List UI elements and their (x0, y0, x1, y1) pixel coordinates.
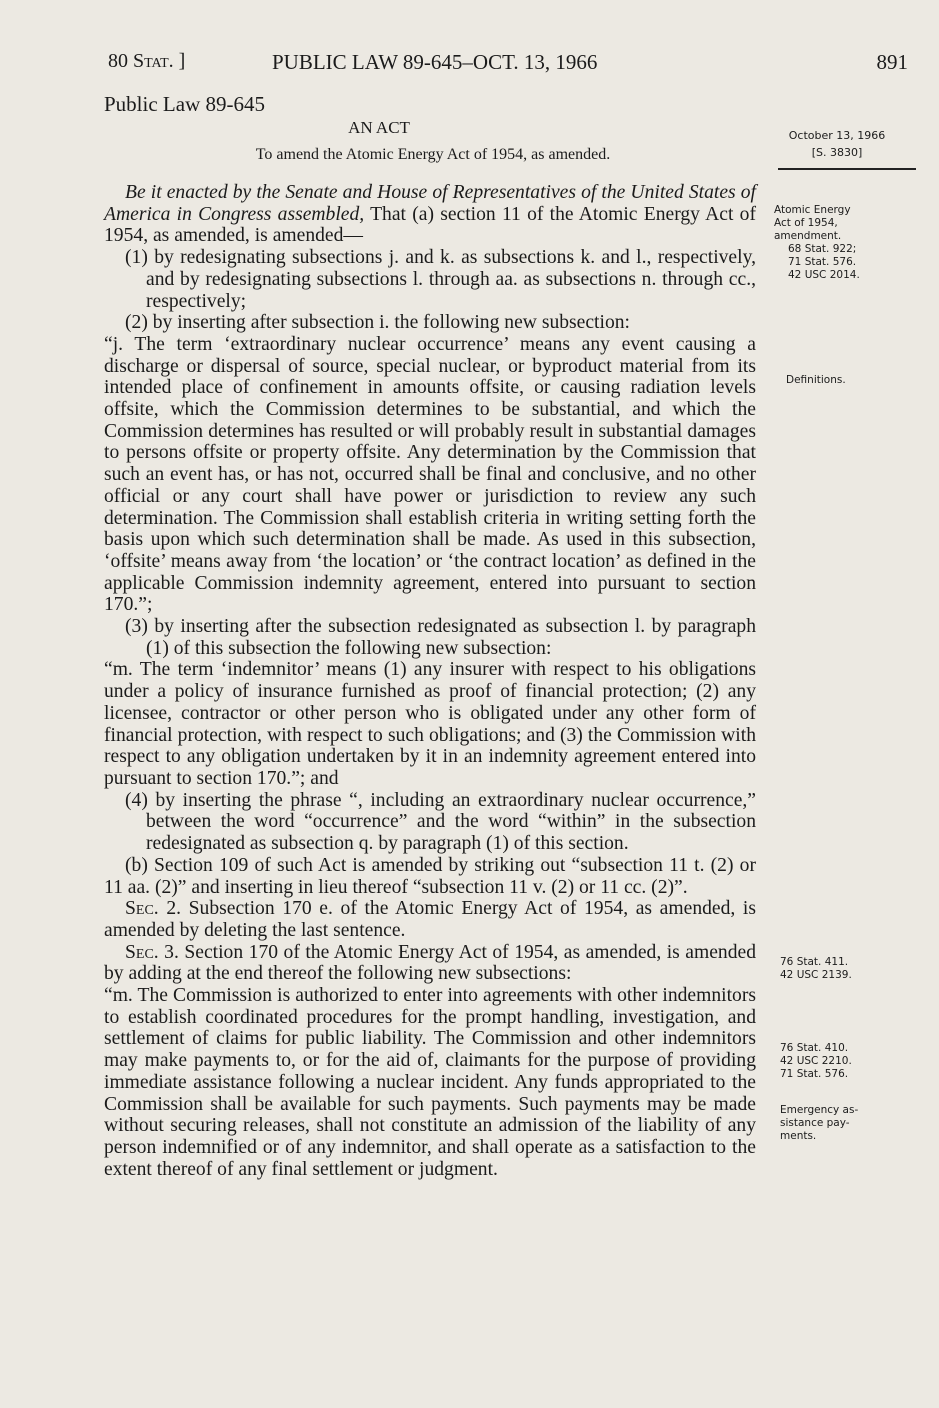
margin-note-line: ments. (780, 1130, 817, 1142)
section-2-text: Subsection 170 e. of the Atomic Energy Act of 1954, as amended, is amended by deleting the last sentence. (104, 898, 757, 941)
header-stat-label: Stat. (133, 50, 174, 72)
public-law-number: Public Law 89-645 (104, 92, 265, 116)
margin-note-line: Emergency as- (780, 1104, 859, 1116)
section-3-label: Sec. 3. (125, 941, 179, 963)
section-3 (104, 942, 756, 985)
header-volume: 80 (108, 50, 128, 72)
enactment-date-block (774, 128, 900, 161)
quoted-subsection-m-commission: “m. The Commission is authorized to enter into agreements with other indemnitors to establish coordinated procedures for the prompt handling, investigation, and settlement of claims for public liability. The Commission and other indemnitors may make payments to, or for the aid of, claimants for the purpose of providing immediate assistance following a nuclear incident. Any funds appropriated to the Commission shall be available for such payments. Such payments may be made without securing releases, shall not constitute an admission of the liability of any person indemnified or of any indemnitor, and shall operate as a satisfaction to the extent thereof of any final settlement or judgment. (104, 985, 756, 1180)
margin-note-line: 71 Stat. 576. (780, 1068, 849, 1080)
paragraph-1: (1) by redesignating subsections j. and k. as subsections k. and l., respectively, and by redesignating subsections l. through aa. as subsections n. through cc., respectively; (125, 247, 756, 312)
paragraph-4: (4) by inserting the phrase “, including an extraordinary nuclear occurrence,” between the word “occurrence” and the word “within” in the subsection redesignated as subsection q. by paragraph (1) of this section. (125, 789, 756, 855)
paragraph-3: (3) by inserting after the subsection redesignated as subsection l. by paragraph (1) of this subsection the following new subsection: (125, 616, 756, 659)
enactment-date: October 13, 1966 (788, 129, 886, 142)
margin-note-line: 71 Stat. 576. (788, 256, 857, 268)
date-divider (778, 168, 916, 170)
quoted-subsection-j: “j. The term ‘extraordinary nuclear occurrence’ means any event causing a discharge or dispersal of source, special nuclear, or byproduct material from its intended place of confinement in amounts offsite, or causing radiation levels offsite, which the Commission determines to be substantial, and which the Commission determines has resulted or will probably result in substantial damages to persons offsite or property offsite. Any determination by the Commission that such an event has, or has not, occurred shall be final and conclusive, and no other official or any court shall have power or jurisdiction to review any such determination. The Commission shall establish criteria in writing setting forth the basis upon which such determination shall be made. As used in this subsection, ‘offsite’ means away from ‘the location’ or ‘the contract location’ as defined in the applicable Commission indemnity agreement, entered into pursuant to section 170.”; (104, 333, 756, 616)
section-2-label: Sec. 2. (125, 898, 182, 920)
margin-note-line: 76 Stat. 411. (780, 956, 849, 968)
section-2 (104, 898, 756, 941)
header-bracket: ] (178, 50, 186, 72)
running-header (108, 50, 908, 80)
margin-note-emergency (780, 1104, 910, 1143)
enacting-paragraph (104, 182, 756, 247)
page-number: 891 (876, 50, 908, 74)
section-3-text: Section 170 of the Atomic Energy Act of 1954, as amended, is amended by adding at the end thereof the following new subsections: (104, 941, 756, 985)
header-running-title: PUBLIC LAW 89-645–OCT. 13, 1966 (272, 50, 598, 74)
section-1a-intro: That (a) section 11 of the Atomic Energy Act of 1954, as amended, is amended— (104, 203, 756, 247)
margin-note-line: 42 USC 2014. (788, 269, 860, 281)
margin-note-line: Atomic Energy (774, 204, 851, 216)
quoted-subsection-m-indemnitor: “m. The term ‘indemnitor’ means (1) any insurer with respect to his obligations under a policy of insurance furnished as proof of financial protection; (2) any licensee, contractor or other person who is obligated under any other form of financial protection, with respect to such obligations; and (3) the Commission with respect to any obligation undertaken by it in an indemnity agreement entered into pursuant to section 170.”; and (104, 659, 756, 789)
margin-note-ref-sec2 (780, 1042, 910, 1081)
margin-note-line: 68 Stat. 922; (788, 243, 857, 255)
bill-number: [S. 3830] (811, 145, 863, 159)
margin-note-ref-b (780, 956, 910, 982)
margin-note-line: sistance pay- (780, 1117, 850, 1129)
paragraph-2: (2) by inserting after subsection i. the following new subsection: (125, 312, 630, 334)
margin-note-line: 42 USC 2139. (780, 969, 852, 981)
margin-note-line: amendment. (774, 230, 842, 242)
subsection-b: (b) Section 109 of such Act is amended by striking out “subsection 11 t. (2) or 11 aa. (2)” and inserting in lieu thereof “subsection 11 v. (2) or 11 cc. (2)”. (104, 854, 756, 898)
enacting-clause: Be it enacted by the Senate and House of Representatives of the United States of America in Congress assembled, (104, 182, 756, 225)
header-citation (108, 50, 185, 73)
margin-note-line: 76 Stat. 410. (780, 1042, 849, 1054)
margin-note-definitions: Definitions. (786, 374, 846, 386)
margin-note-line: Act of 1954, (774, 217, 838, 229)
act-purpose: To amend the Atomic Energy Act of 1954, as amended. (255, 146, 611, 163)
margin-note-line: 42 USC 2210. (780, 1055, 852, 1067)
act-title: AN ACT (348, 118, 410, 137)
statute-body (104, 182, 756, 1180)
margin-note-atomic-energy (774, 204, 904, 282)
